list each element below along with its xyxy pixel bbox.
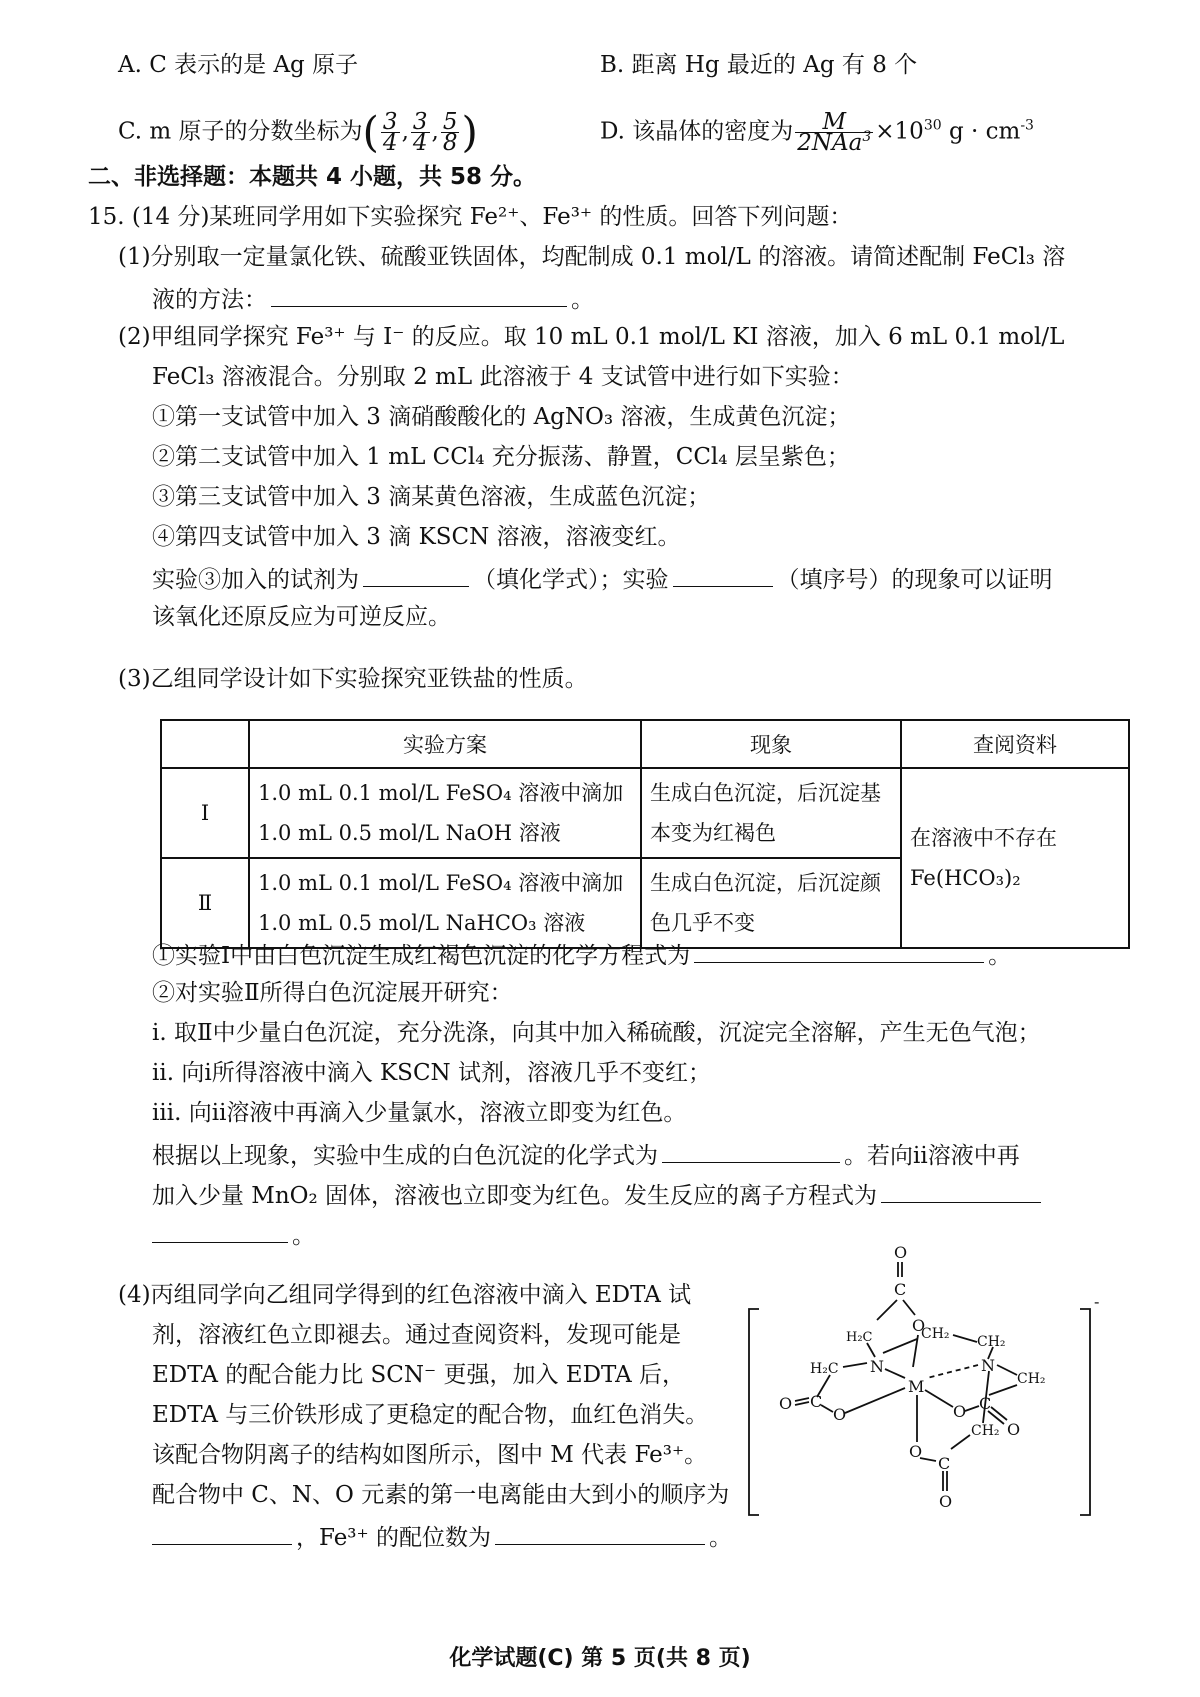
answer-blank-2[interactable] — [363, 562, 469, 587]
q15-p3-concl-line3 — [152, 1218, 315, 1251]
answer-blank-7[interactable] — [152, 1218, 288, 1243]
atom-c-left: C — [810, 1392, 823, 1411]
q15-p3-ii: ⅱ. 向ⅰ所得溶液中滴入 KSCN 试剂，溶液几乎不变红； — [152, 1060, 711, 1086]
q15-p4-line1: (4)丙组同学向乙组同学得到的红色溶液中滴入 EDTA 试 — [118, 1282, 692, 1308]
frac2-den: 4 — [412, 130, 428, 156]
obs-line: 色几乎不变 — [650, 911, 755, 935]
density-den: 2NAa — [797, 130, 863, 156]
plan-line: 1.0 mL 0.1 mol/L FeSO₄ 溶液中滴加 — [258, 781, 624, 805]
q15-p2-q-a: 实验③加入的试剂为 — [152, 567, 359, 593]
q15-p1-line2 — [152, 282, 594, 315]
option-b: B. 距离 Hg 最近的 Ag 有 8 个 — [600, 52, 918, 78]
q15-p4-line7 — [152, 1520, 732, 1553]
atom-h2c-left-top: H₂C — [846, 1330, 873, 1345]
q15-p4-line3: EDTA 的配合能力比 SCN⁻ 更强，加入 EDTA 后， — [152, 1362, 686, 1388]
ref-line: 在溶液中不存在 — [910, 826, 1057, 850]
q15-p4-last-b: ，Fe³⁺ 的配位数为 — [296, 1525, 491, 1551]
option-a: A. C 表示的是 Ag 原子 — [118, 52, 359, 78]
atom-h2c-left: H₂C — [810, 1361, 839, 1377]
experiment-table — [160, 719, 1130, 949]
period: 。 — [988, 943, 1012, 969]
answer-blank-4[interactable] — [694, 938, 984, 963]
q15-p1-line1: (1)分别取一定量氯化铁、硫酸亚铁固体，均配制成 0.1 mol/L 的溶液。请简述配制 FeCl₃ 溶 — [118, 244, 1066, 270]
density-mult-exp: 30 — [923, 117, 942, 134]
q15-p3-iii: ⅲ. 向ⅱ溶液中再滴入少量氯水，溶液立即变为红色。 — [152, 1100, 687, 1126]
q15-p2-q-line2: 该氧化还原反应为可逆反应。 — [152, 604, 451, 630]
atom-o-top: O — [894, 1243, 908, 1262]
plan-line: 1.0 mL 0.5 mol/L NaOH 溶液 — [258, 821, 561, 845]
answer-blank-1[interactable] — [271, 282, 567, 307]
period: 。 — [708, 1525, 732, 1551]
q15-p2-q-b: （填化学式）；实验 — [473, 567, 669, 593]
q15-p2-item3: ③第三支试管中加入 3 滴某黄色溶液，生成蓝色沉淀； — [152, 484, 711, 510]
answer-blank-8[interactable] — [152, 1520, 292, 1545]
q15-p3-intro: (3)乙组同学设计如下实验探究亚铁盐的性质。 — [118, 666, 588, 692]
q15-p4-line5: 该配合物阴离子的结构如图所示，图中 M 代表 Fe³⁺。 — [152, 1442, 708, 1468]
ref-line: Fe(HCO₃)₂ — [910, 866, 1021, 890]
atom-c-top: C — [894, 1280, 907, 1299]
option-d-prefix: D. 该晶体的密度为 — [600, 118, 794, 145]
row-observation — [641, 858, 901, 948]
table-header: 查阅资料 — [901, 720, 1129, 768]
q15-p2-question — [152, 562, 1053, 595]
answer-blank-9[interactable] — [495, 1520, 705, 1545]
density-unit: g · cm — [941, 118, 1021, 145]
row-observation — [641, 768, 901, 858]
row-id: Ⅱ — [161, 858, 249, 948]
q15-p3-concl-line2 — [152, 1178, 1045, 1211]
q15-p2-item4: ④第四支试管中加入 3 滴 KSCN 溶液，溶液变红。 — [152, 524, 681, 550]
atom-o-bottom2: O — [939, 1492, 953, 1511]
reference-cell — [901, 768, 1129, 948]
row-plan — [249, 858, 641, 948]
atom-o-right: O — [1007, 1420, 1021, 1439]
atom-c-bottom: C — [938, 1454, 951, 1473]
atom-o-bottom1: O — [909, 1442, 923, 1461]
q15-p2-item1: ①第一支试管中加入 3 滴硝酸酸化的 AgNO₃ 溶液，生成黄色沉淀； — [152, 404, 851, 430]
q15-p2-line1: (2)甲组同学探究 Fe³⁺ 与 I⁻ 的反应。取 10 mL 0.1 mol/L KI 溶液，加入 6 mL 0.1 mol/L — [118, 324, 1065, 350]
plan-line: 1.0 mL 0.5 mol/L NaHCO₃ 溶液 — [258, 911, 586, 935]
table-header-row — [161, 720, 1129, 768]
density-mult: ×10 — [875, 118, 924, 145]
period: 。 — [571, 287, 594, 313]
table-header: 实验方案 — [249, 720, 641, 768]
q15-p4-line6: 配合物中 C、N、O 元素的第一电离能由大到小的顺序为 — [152, 1482, 730, 1508]
table-row — [161, 768, 1129, 858]
q15-p4-line2: 剂，溶液红色立即褪去。通过查阅资料，发现可能是 — [152, 1322, 681, 1348]
atom-o-left: O — [779, 1394, 793, 1413]
atom-ch2-lower: CH₂ — [971, 1423, 1000, 1439]
page-footer: 化学试题(C) 第 5 页(共 8 页) — [449, 1646, 751, 1671]
frac1-den: 4 — [382, 130, 398, 156]
q15-p3-i: ⅰ. 取Ⅱ中少量白色沉淀，充分洗涤，向其中加入稀硫酸，沉淀完全溶解，产生无色气泡； — [152, 1020, 1041, 1046]
atom-o-left2: O — [833, 1405, 847, 1424]
q15-p4-line4: EDTA 与三价铁形成了更稳定的配合物，血红色消失。 — [152, 1402, 709, 1428]
frac2-num: 3 — [412, 109, 428, 135]
atom-o-center: O — [953, 1402, 967, 1421]
obs-line: 生成白色沉淀，后沉淀基 — [650, 781, 881, 805]
frac1-num: 3 — [382, 109, 398, 135]
frac3-den: 8 — [442, 130, 458, 156]
q15-p2-line2: FeCl₃ 溶液混合。分别取 2 mL 此溶液于 4 支试管中进行如下实验： — [152, 364, 854, 390]
q15-p2-item2: ②第二支试管中加入 1 mL CCl₄ 充分振荡、静置，CCl₄ 层呈紫色； — [152, 444, 850, 470]
frac3-num: 5 — [442, 109, 458, 135]
q15-p3-q1-text: ①实验Ⅰ中由白色沉淀生成红褐色沉淀的化学方程式为 — [152, 943, 691, 969]
q15-p2-q-c: （填序号）的现象可以证明 — [776, 567, 1053, 593]
q15-p3-concl-b: 。若向ⅱ溶液中再 — [844, 1143, 1020, 1169]
atom-m: M — [908, 1377, 925, 1396]
q15-p3-concl-a: 根据以上现象，实验中生成的白色沉淀的化学式为 — [152, 1143, 658, 1169]
q15-p3-q1 — [152, 938, 1011, 971]
density-unit-exp: -3 — [1020, 117, 1034, 134]
q15-p1-line2-text: 液的方法： — [152, 287, 267, 313]
q15-p3-q2: ②对实验Ⅱ所得白色沉淀展开研究： — [152, 980, 513, 1006]
period: 。 — [292, 1223, 315, 1249]
q15-stem: 15. (14 分)某班同学用如下实验探究 Fe²⁺、Fe³⁺ 的性质。回答下列问题： — [88, 204, 853, 230]
section-title: 二、非选择题：本题共 4 小题，共 58 分。 — [88, 164, 537, 190]
edta-fe-complex-diagram — [745, 1235, 1110, 1540]
answer-blank-3[interactable] — [673, 562, 773, 587]
atom-ch2-mid: CH₂ — [921, 1326, 950, 1342]
table-header: 现象 — [641, 720, 901, 768]
q15-p3-concl-line2-text: 加入少量 MnO₂ 固体，溶液也立即变为红色。发生反应的离子方程式为 — [152, 1183, 878, 1209]
atom-ch2-right: CH₂ — [977, 1334, 1006, 1350]
option-c-prefix: C. m 原子的分数坐标为 — [118, 118, 363, 145]
obs-line: 生成白色沉淀，后沉淀颜 — [650, 871, 881, 895]
option-d — [600, 109, 1034, 156]
anion-charge: - — [1094, 1292, 1100, 1311]
obs-line: 本变为红褐色 — [650, 821, 776, 845]
atom-ch2-far-right: CH₂ — [1017, 1371, 1046, 1387]
atom-n-right: N — [981, 1356, 995, 1375]
plan-line: 1.0 mL 0.1 mol/L FeSO₄ 溶液中滴加 — [258, 871, 624, 895]
row-id: Ⅰ — [161, 768, 249, 858]
option-c: C. m 原子的分数坐标为( $\frac{3}{4}$ , $\frac{3}{4}$ , $\frac{5}{8}$ ) — [118, 107, 478, 157]
q15-p3-conclusion — [152, 1138, 1020, 1171]
atom-c-right: C — [979, 1394, 992, 1413]
density-num: M — [795, 112, 873, 133]
atom-o-ring1: O — [912, 1316, 926, 1335]
answer-blank-5[interactable] — [662, 1138, 840, 1163]
density-den-exp: 3 — [862, 129, 872, 145]
row-plan — [249, 768, 641, 858]
answer-blank-6[interactable] — [881, 1178, 1041, 1203]
atom-n-left: N — [870, 1357, 884, 1376]
